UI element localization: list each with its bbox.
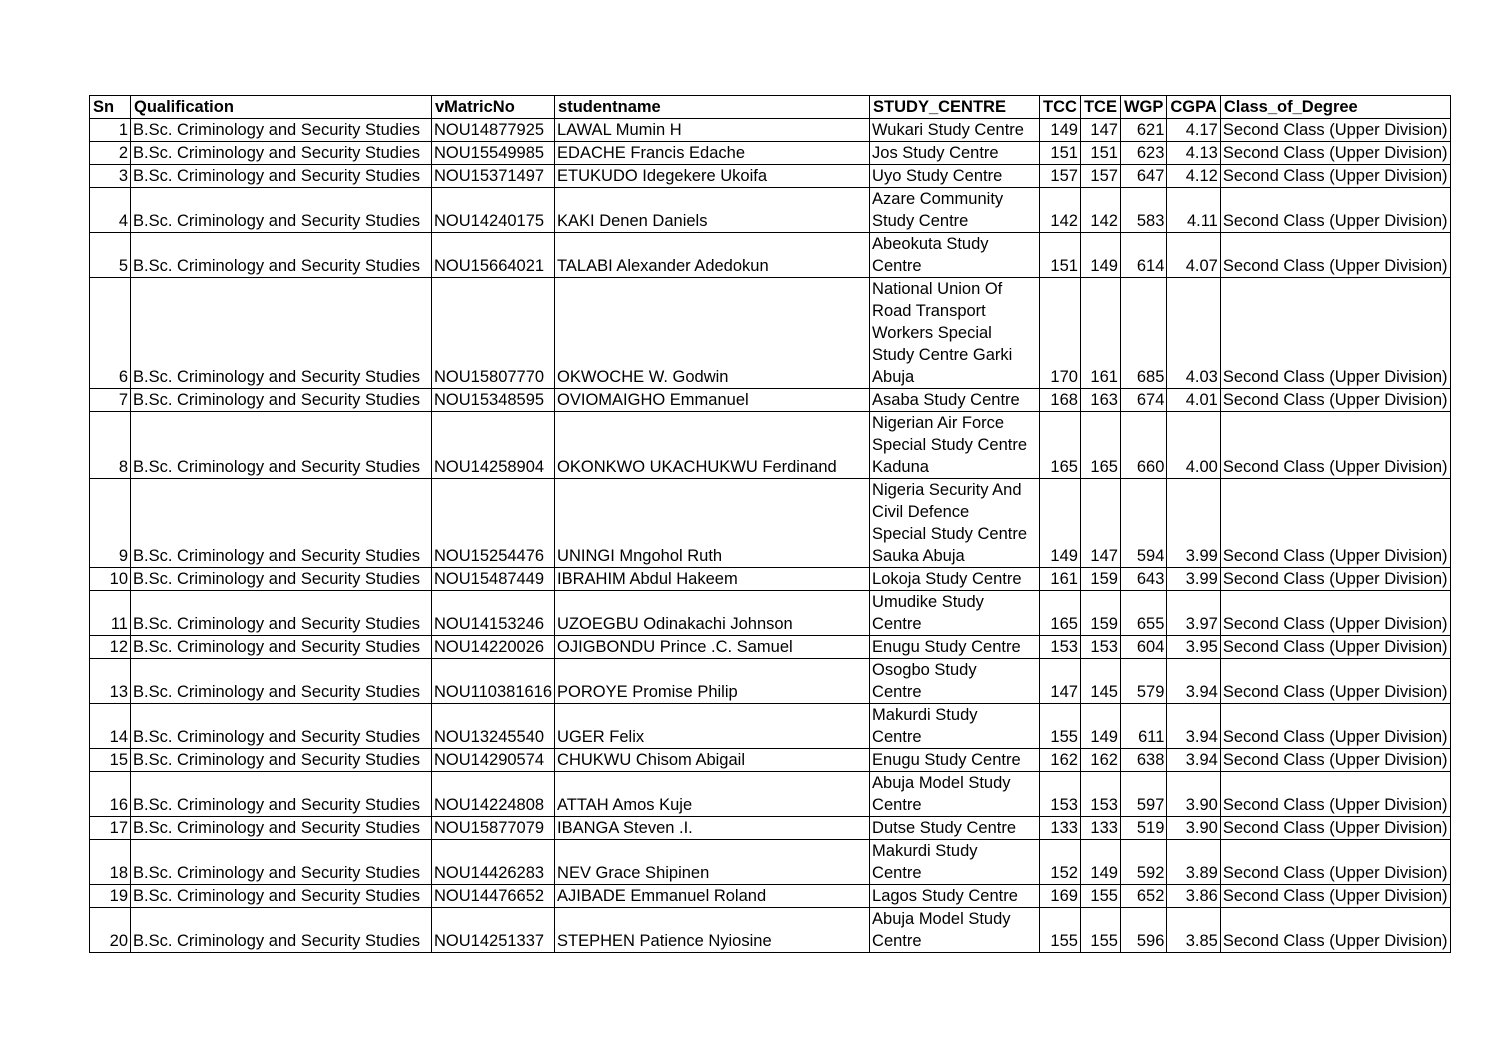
centre-line: Study Centre xyxy=(872,212,969,230)
cell-cgpa: 3.85 xyxy=(1167,908,1220,953)
centre-line: Sauka Abuja xyxy=(872,547,965,565)
cell-wgp: 519 xyxy=(1120,817,1166,840)
cell-tce: 147 xyxy=(1080,119,1120,142)
cell-name: LAWAL Mumin H xyxy=(555,119,870,142)
header-matric: vMatricNo xyxy=(432,96,555,119)
cell-name: ATTAH Amos Kuje xyxy=(555,772,870,817)
centre-line: Asaba Study Centre xyxy=(872,391,1020,409)
cell-cgpa: 4.01 xyxy=(1167,389,1220,412)
cell-wgp: 652 xyxy=(1120,885,1166,908)
table-row xyxy=(90,817,1451,840)
cell-matric: NOU15487449 xyxy=(432,568,555,591)
cell-name: STEPHEN Patience Nyiosine xyxy=(555,908,870,953)
cell-cgpa: 4.07 xyxy=(1167,233,1220,278)
cell-tce: 149 xyxy=(1080,840,1120,885)
cell-qualification: B.Sc. Criminology and Security Studies xyxy=(131,119,432,142)
cell-qualification: B.Sc. Criminology and Security Studies xyxy=(131,636,432,659)
cell-qualification: B.Sc. Criminology and Security Studies xyxy=(131,885,432,908)
centre-line: Uyo Study Centre xyxy=(872,167,1003,185)
cell-tcc: 155 xyxy=(1040,704,1081,749)
cell-name: KAKI Denen Daniels xyxy=(555,188,870,233)
cell-tcc: 165 xyxy=(1040,591,1081,636)
cell-class: Second Class (Upper Division) xyxy=(1220,165,1450,188)
table-row xyxy=(90,568,1451,591)
cell-sn: 8 xyxy=(90,412,131,479)
table-row xyxy=(90,840,1451,885)
cell-name: IBRAHIM Abdul Hakeem xyxy=(555,568,870,591)
cell-class: Second Class (Upper Division) xyxy=(1220,568,1450,591)
cell-tcc: 168 xyxy=(1040,389,1081,412)
header-row xyxy=(90,96,1451,119)
cell-cgpa: 3.89 xyxy=(1167,840,1220,885)
cell-sn: 5 xyxy=(90,233,131,278)
centre-line: Dutse Study Centre xyxy=(872,819,1017,837)
cell-name: ETUKUDO Idegekere Ukoifa xyxy=(555,165,870,188)
cell-centre xyxy=(870,908,1040,953)
cell-tce: 159 xyxy=(1080,591,1120,636)
cell-cgpa: 3.97 xyxy=(1167,591,1220,636)
centre-line: Enugu Study Centre xyxy=(872,638,1021,656)
cell-tcc: 152 xyxy=(1040,840,1081,885)
cell-matric: NOU14476652 xyxy=(432,885,555,908)
cell-qualification: B.Sc. Criminology and Security Studies xyxy=(131,188,432,233)
centre-line: Centre xyxy=(872,864,922,882)
table-row xyxy=(90,636,1451,659)
cell-tcc: 147 xyxy=(1040,659,1081,704)
cell-centre xyxy=(870,704,1040,749)
centre-line: Enugu Study Centre xyxy=(872,751,1021,769)
centre-line: Special Study Centre xyxy=(872,525,1028,543)
cell-sn: 12 xyxy=(90,636,131,659)
cell-matric: NOU14258904 xyxy=(432,412,555,479)
cell-qualification: B.Sc. Criminology and Security Studies xyxy=(131,165,432,188)
cell-sn: 7 xyxy=(90,389,131,412)
cell-centre xyxy=(870,119,1040,142)
cell-cgpa: 3.94 xyxy=(1167,704,1220,749)
cell-class: Second Class (Upper Division) xyxy=(1220,840,1450,885)
cell-wgp: 611 xyxy=(1120,704,1166,749)
cell-matric: NOU14290574 xyxy=(432,749,555,772)
table-body xyxy=(90,119,1451,953)
cell-class: Second Class (Upper Division) xyxy=(1220,412,1450,479)
cell-qualification: B.Sc. Criminology and Security Studies xyxy=(131,278,432,389)
cell-matric: NOU15877079 xyxy=(432,817,555,840)
cell-cgpa: 3.90 xyxy=(1167,817,1220,840)
cell-sn: 20 xyxy=(90,908,131,953)
cell-name: IBANGA Steven .I. xyxy=(555,817,870,840)
centre-line: Lagos Study Centre xyxy=(872,887,1018,905)
cell-centre xyxy=(870,479,1040,568)
cell-name: NEV Grace Shipinen xyxy=(555,840,870,885)
centre-line: Azare Community xyxy=(872,190,1004,208)
cell-cgpa: 3.94 xyxy=(1167,749,1220,772)
cell-tce: 149 xyxy=(1080,233,1120,278)
cell-wgp: 604 xyxy=(1120,636,1166,659)
header-tce: TCE xyxy=(1080,96,1120,119)
cell-sn: 1 xyxy=(90,119,131,142)
cell-sn: 11 xyxy=(90,591,131,636)
centre-line: Centre xyxy=(872,683,922,701)
cell-class: Second Class (Upper Division) xyxy=(1220,278,1450,389)
cell-class: Second Class (Upper Division) xyxy=(1220,885,1450,908)
cell-sn: 19 xyxy=(90,885,131,908)
cell-cgpa: 3.99 xyxy=(1167,568,1220,591)
cell-qualification: B.Sc. Criminology and Security Studies xyxy=(131,591,432,636)
cell-tce: 157 xyxy=(1080,165,1120,188)
cell-name: OJIGBONDU Prince .C. Samuel xyxy=(555,636,870,659)
cell-qualification: B.Sc. Criminology and Security Studies xyxy=(131,908,432,953)
cell-qualification: B.Sc. Criminology and Security Studies xyxy=(131,479,432,568)
centre-line: Makurdi Study xyxy=(872,842,978,860)
cell-class: Second Class (Upper Division) xyxy=(1220,636,1450,659)
cell-centre xyxy=(870,659,1040,704)
cell-centre xyxy=(870,188,1040,233)
cell-cgpa: 4.11 xyxy=(1167,188,1220,233)
cell-qualification: B.Sc. Criminology and Security Studies xyxy=(131,412,432,479)
cell-class: Second Class (Upper Division) xyxy=(1220,389,1450,412)
results-table xyxy=(89,95,1451,953)
cell-wgp: 623 xyxy=(1120,142,1166,165)
cell-qualification: B.Sc. Criminology and Security Studies xyxy=(131,233,432,278)
cell-name: CHUKWU Chisom Abigail xyxy=(555,749,870,772)
cell-name: UZOEGBU Odinakachi Johnson xyxy=(555,591,870,636)
centre-line: Abuja xyxy=(872,368,915,386)
cell-class: Second Class (Upper Division) xyxy=(1220,749,1450,772)
cell-cgpa: 4.13 xyxy=(1167,142,1220,165)
cell-tce: 145 xyxy=(1080,659,1120,704)
cell-qualification: B.Sc. Criminology and Security Studies xyxy=(131,142,432,165)
cell-tce: 133 xyxy=(1080,817,1120,840)
table-row xyxy=(90,885,1451,908)
cell-wgp: 660 xyxy=(1120,412,1166,479)
centre-line: Wukari Study Centre xyxy=(872,121,1024,139)
cell-class: Second Class (Upper Division) xyxy=(1220,479,1450,568)
cell-name: POROYE Promise Philip xyxy=(555,659,870,704)
cell-cgpa: 3.95 xyxy=(1167,636,1220,659)
cell-sn: 2 xyxy=(90,142,131,165)
table-row xyxy=(90,479,1451,568)
cell-sn: 4 xyxy=(90,188,131,233)
cell-class: Second Class (Upper Division) xyxy=(1220,908,1450,953)
cell-tce: 162 xyxy=(1080,749,1120,772)
cell-matric: NOU14224808 xyxy=(432,772,555,817)
centre-line: Makurdi Study xyxy=(872,706,978,724)
cell-sn: 13 xyxy=(90,659,131,704)
cell-centre xyxy=(870,278,1040,389)
cell-name: UNINGI Mngohol Ruth xyxy=(555,479,870,568)
centre-line: Centre xyxy=(872,728,922,746)
table-row xyxy=(90,278,1451,389)
cell-cgpa: 4.00 xyxy=(1167,412,1220,479)
header-qualification: Qualification xyxy=(131,96,432,119)
centre-line: Lokoja Study Centre xyxy=(872,570,1022,588)
cell-centre xyxy=(870,885,1040,908)
cell-tce: 159 xyxy=(1080,568,1120,591)
centre-line: Kaduna xyxy=(872,458,929,476)
centre-line: Centre xyxy=(872,796,922,814)
cell-tce: 142 xyxy=(1080,188,1120,233)
cell-cgpa: 3.99 xyxy=(1167,479,1220,568)
cell-qualification: B.Sc. Criminology and Security Studies xyxy=(131,817,432,840)
cell-wgp: 597 xyxy=(1120,772,1166,817)
cell-tcc: 133 xyxy=(1040,817,1081,840)
cell-cgpa: 4.03 xyxy=(1167,278,1220,389)
cell-centre xyxy=(870,233,1040,278)
cell-centre xyxy=(870,142,1040,165)
cell-matric: NOU14877925 xyxy=(432,119,555,142)
cell-centre xyxy=(870,636,1040,659)
cell-matric: NOU15371497 xyxy=(432,165,555,188)
cell-tcc: 149 xyxy=(1040,479,1081,568)
cell-tcc: 151 xyxy=(1040,233,1081,278)
cell-class: Second Class (Upper Division) xyxy=(1220,659,1450,704)
cell-tce: 151 xyxy=(1080,142,1120,165)
cell-tcc: 151 xyxy=(1040,142,1081,165)
cell-wgp: 579 xyxy=(1120,659,1166,704)
cell-tce: 163 xyxy=(1080,389,1120,412)
centre-line: Workers Special xyxy=(872,324,992,342)
cell-name: UGER Felix xyxy=(555,704,870,749)
table-row xyxy=(90,749,1451,772)
centre-line: Abeokuta Study xyxy=(872,235,989,253)
cell-matric: NOU15348595 xyxy=(432,389,555,412)
cell-tce: 149 xyxy=(1080,704,1120,749)
cell-tcc: 153 xyxy=(1040,636,1081,659)
cell-tce: 153 xyxy=(1080,636,1120,659)
centre-line: Osogbo Study xyxy=(872,661,977,679)
cell-tcc: 153 xyxy=(1040,772,1081,817)
cell-qualification: B.Sc. Criminology and Security Studies xyxy=(131,568,432,591)
cell-sn: 6 xyxy=(90,278,131,389)
cell-tcc: 161 xyxy=(1040,568,1081,591)
cell-name: OKONKWO UKACHUKWU Ferdinand xyxy=(555,412,870,479)
cell-cgpa: 4.12 xyxy=(1167,165,1220,188)
cell-centre xyxy=(870,389,1040,412)
cell-cgpa: 3.94 xyxy=(1167,659,1220,704)
cell-wgp: 643 xyxy=(1120,568,1166,591)
cell-tce: 155 xyxy=(1080,908,1120,953)
cell-wgp: 614 xyxy=(1120,233,1166,278)
cell-centre xyxy=(870,840,1040,885)
cell-cgpa: 3.86 xyxy=(1167,885,1220,908)
table-row xyxy=(90,233,1451,278)
table-row xyxy=(90,772,1451,817)
cell-tcc: 170 xyxy=(1040,278,1081,389)
cell-name: OVIOMAIGHO Emmanuel xyxy=(555,389,870,412)
cell-qualification: B.Sc. Criminology and Security Studies xyxy=(131,659,432,704)
cell-wgp: 592 xyxy=(1120,840,1166,885)
cell-tcc: 162 xyxy=(1040,749,1081,772)
cell-class: Second Class (Upper Division) xyxy=(1220,233,1450,278)
cell-centre xyxy=(870,772,1040,817)
cell-sn: 10 xyxy=(90,568,131,591)
cell-class: Second Class (Upper Division) xyxy=(1220,772,1450,817)
header-study-centre: STUDY_CENTRE xyxy=(870,96,1040,119)
cell-tce: 155 xyxy=(1080,885,1120,908)
cell-sn: 3 xyxy=(90,165,131,188)
cell-cgpa: 4.17 xyxy=(1167,119,1220,142)
cell-tcc: 169 xyxy=(1040,885,1081,908)
centre-line: Jos Study Centre xyxy=(872,144,999,162)
table-row xyxy=(90,591,1451,636)
cell-tcc: 142 xyxy=(1040,188,1081,233)
centre-line: Civil Defence xyxy=(872,503,970,521)
cell-tcc: 155 xyxy=(1040,908,1081,953)
cell-cgpa: 3.90 xyxy=(1167,772,1220,817)
cell-tce: 161 xyxy=(1080,278,1120,389)
cell-wgp: 594 xyxy=(1120,479,1166,568)
cell-sn: 17 xyxy=(90,817,131,840)
cell-wgp: 583 xyxy=(1120,188,1166,233)
cell-name: EDACHE Francis Edache xyxy=(555,142,870,165)
cell-class: Second Class (Upper Division) xyxy=(1220,704,1450,749)
cell-matric: NOU15807770 xyxy=(432,278,555,389)
cell-sn: 15 xyxy=(90,749,131,772)
cell-matric: NOU110381616 xyxy=(432,659,555,704)
centre-line: National Union Of xyxy=(872,280,1003,298)
table-row xyxy=(90,188,1451,233)
cell-class: Second Class (Upper Division) xyxy=(1220,591,1450,636)
cell-centre xyxy=(870,412,1040,479)
centre-line: Abuja Model Study xyxy=(872,910,1011,928)
cell-tcc: 157 xyxy=(1040,165,1081,188)
cell-wgp: 638 xyxy=(1120,749,1166,772)
cell-wgp: 647 xyxy=(1120,165,1166,188)
cell-name: TALABI Alexander Adedokun xyxy=(555,233,870,278)
centre-line: Centre xyxy=(872,257,922,275)
cell-qualification: B.Sc. Criminology and Security Studies xyxy=(131,704,432,749)
header-class-of-degree: Class_of_Degree xyxy=(1220,96,1450,119)
cell-wgp: 596 xyxy=(1120,908,1166,953)
cell-wgp: 655 xyxy=(1120,591,1166,636)
centre-line: Umudike Study xyxy=(872,593,984,611)
cell-qualification: B.Sc. Criminology and Security Studies xyxy=(131,840,432,885)
header-cgpa: CGPA xyxy=(1167,96,1220,119)
table-row xyxy=(90,119,1451,142)
cell-tce: 165 xyxy=(1080,412,1120,479)
cell-tcc: 149 xyxy=(1040,119,1081,142)
cell-sn: 16 xyxy=(90,772,131,817)
cell-tce: 153 xyxy=(1080,772,1120,817)
cell-class: Second Class (Upper Division) xyxy=(1220,119,1450,142)
table-row xyxy=(90,142,1451,165)
cell-class: Second Class (Upper Division) xyxy=(1220,188,1450,233)
cell-qualification: B.Sc. Criminology and Security Studies xyxy=(131,749,432,772)
cell-matric: NOU15254476 xyxy=(432,479,555,568)
centre-line: Nigerian Air Force xyxy=(872,414,1005,432)
header-wgp: WGP xyxy=(1120,96,1166,119)
cell-centre xyxy=(870,591,1040,636)
cell-name: OKWOCHE W. Godwin xyxy=(555,278,870,389)
table-row xyxy=(90,389,1451,412)
cell-centre xyxy=(870,568,1040,591)
cell-centre xyxy=(870,749,1040,772)
cell-matric: NOU14240175 xyxy=(432,188,555,233)
cell-matric: NOU14153246 xyxy=(432,591,555,636)
cell-centre xyxy=(870,817,1040,840)
cell-sn: 18 xyxy=(90,840,131,885)
centre-line: Study Centre Garki xyxy=(872,346,1013,364)
cell-matric: NOU15664021 xyxy=(432,233,555,278)
centre-line: Centre xyxy=(872,615,922,633)
centre-line: Abuja Model Study xyxy=(872,774,1011,792)
cell-class: Second Class (Upper Division) xyxy=(1220,142,1450,165)
header-studentname: studentname xyxy=(555,96,870,119)
cell-qualification: B.Sc. Criminology and Security Studies xyxy=(131,389,432,412)
centre-line: Road Transport xyxy=(872,302,986,320)
table-row xyxy=(90,412,1451,479)
cell-matric: NOU14220026 xyxy=(432,636,555,659)
cell-wgp: 674 xyxy=(1120,389,1166,412)
cell-matric: NOU14251337 xyxy=(432,908,555,953)
cell-qualification: B.Sc. Criminology and Security Studies xyxy=(131,772,432,817)
centre-line: Special Study Centre xyxy=(872,436,1028,454)
table-row xyxy=(90,908,1451,953)
cell-centre xyxy=(870,165,1040,188)
cell-sn: 14 xyxy=(90,704,131,749)
header-sn: Sn xyxy=(90,96,131,119)
header-tcc: TCC xyxy=(1040,96,1081,119)
cell-tcc: 165 xyxy=(1040,412,1081,479)
centre-line: Centre xyxy=(872,932,922,950)
table-row xyxy=(90,165,1451,188)
cell-name: AJIBADE Emmanuel Roland xyxy=(555,885,870,908)
cell-tce: 147 xyxy=(1080,479,1120,568)
cell-matric: NOU15549985 xyxy=(432,142,555,165)
cell-wgp: 621 xyxy=(1120,119,1166,142)
cell-matric: NOU13245540 xyxy=(432,704,555,749)
cell-wgp: 685 xyxy=(1120,278,1166,389)
table-row xyxy=(90,704,1451,749)
cell-matric: NOU14426283 xyxy=(432,840,555,885)
table-row xyxy=(90,659,1451,704)
cell-sn: 9 xyxy=(90,479,131,568)
centre-line: Nigeria Security And xyxy=(872,481,1022,499)
cell-class: Second Class (Upper Division) xyxy=(1220,817,1450,840)
